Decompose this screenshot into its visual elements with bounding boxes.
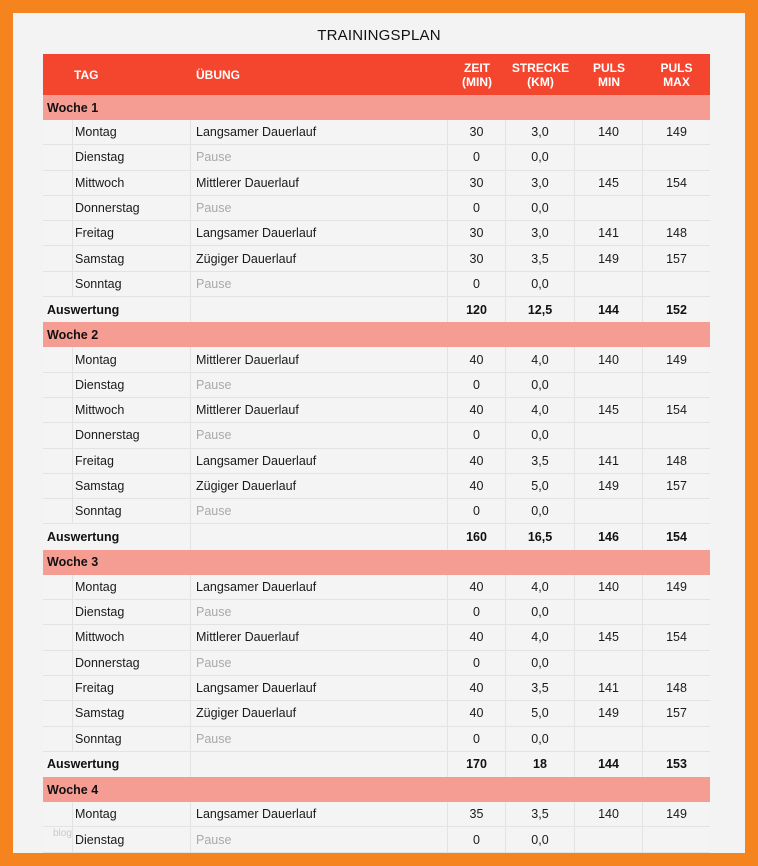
table-row bbox=[43, 802, 710, 827]
summary-pulse-max: 153 bbox=[666, 757, 687, 772]
week-header: Woche 3 bbox=[43, 550, 710, 575]
time-cell: 0 bbox=[448, 499, 506, 524]
day-cell: Dienstag bbox=[73, 600, 191, 625]
time-cell: 0 bbox=[448, 827, 506, 852]
distance-cell: 0,0 bbox=[506, 423, 575, 448]
header-puls-max bbox=[643, 54, 710, 95]
exercise-cell: Pause bbox=[191, 600, 448, 625]
pulse-min-cell: 140 bbox=[575, 120, 643, 145]
exercise-cell: Langsamer Dauerlauf bbox=[191, 221, 448, 246]
time-cell: 0 bbox=[448, 145, 506, 170]
table-row bbox=[43, 196, 710, 221]
header-puls-min bbox=[575, 54, 643, 95]
exercise-cell: Langsamer Dauerlauf bbox=[191, 575, 448, 600]
exercise-cell: Mittlerer Dauerlauf bbox=[191, 398, 448, 423]
table-row bbox=[43, 600, 710, 625]
header-puls-min-line2: MIN bbox=[597, 74, 620, 89]
summary-time: 120 bbox=[448, 297, 506, 322]
time-cell: 40 bbox=[448, 398, 506, 423]
day-cell: Mittwoch bbox=[73, 171, 191, 196]
day-cell: Montag bbox=[73, 802, 191, 827]
pulse-max-cell: 157 bbox=[643, 474, 710, 499]
distance-cell: 0,0 bbox=[506, 727, 575, 752]
pulse-min-cell: 149 bbox=[575, 246, 643, 271]
exercise-cell: Pause bbox=[191, 373, 448, 398]
time-cell: 40 bbox=[448, 676, 506, 701]
distance-cell: 3,0 bbox=[506, 221, 575, 246]
row-spacer bbox=[43, 651, 73, 676]
row-spacer bbox=[43, 246, 73, 271]
row-spacer bbox=[43, 196, 73, 221]
summary-label: Auswertung bbox=[43, 297, 191, 322]
table-row bbox=[43, 120, 710, 145]
exercise-cell: Pause bbox=[191, 827, 448, 852]
table-row bbox=[43, 272, 710, 297]
exercise-cell: Langsamer Dauerlauf bbox=[191, 676, 448, 701]
table-row bbox=[43, 499, 710, 524]
day-cell: Montag bbox=[73, 120, 191, 145]
table-body bbox=[43, 95, 710, 853]
row-spacer bbox=[43, 676, 73, 701]
pulse-max-cell bbox=[643, 727, 710, 752]
summary-pulse-min: 146 bbox=[575, 524, 643, 549]
distance-cell: 3,5 bbox=[506, 449, 575, 474]
row-spacer bbox=[43, 272, 73, 297]
watermark-text: blog bbox=[53, 828, 72, 839]
day-cell: Freitag bbox=[73, 221, 191, 246]
pulse-min-cell: 149 bbox=[575, 474, 643, 499]
exercise-cell: Mittlerer Dauerlauf bbox=[191, 347, 448, 372]
distance-cell: 0,0 bbox=[506, 196, 575, 221]
day-cell: Dienstag bbox=[73, 145, 191, 170]
week-header: Woche 1 bbox=[43, 95, 710, 120]
table-row bbox=[43, 246, 710, 271]
time-cell: 30 bbox=[448, 171, 506, 196]
pulse-max-cell: 149 bbox=[643, 575, 710, 600]
time-cell: 0 bbox=[448, 196, 506, 221]
day-cell: Samstag bbox=[73, 246, 191, 271]
pulse-max-cell: 149 bbox=[643, 120, 710, 145]
exercise-cell: Pause bbox=[191, 272, 448, 297]
pulse-min-cell: 145 bbox=[575, 398, 643, 423]
day-cell: Dienstag bbox=[73, 373, 191, 398]
row-spacer bbox=[43, 423, 73, 448]
distance-cell: 0,0 bbox=[506, 827, 575, 852]
row-spacer bbox=[43, 449, 73, 474]
distance-cell: 0,0 bbox=[506, 145, 575, 170]
pulse-max-cell: 148 bbox=[643, 676, 710, 701]
pulse-min-cell: 149 bbox=[575, 701, 643, 726]
header-uebung: ÜBUNG bbox=[196, 67, 240, 82]
time-cell: 40 bbox=[448, 474, 506, 499]
exercise-cell: Pause bbox=[191, 499, 448, 524]
pulse-min-cell: 141 bbox=[575, 449, 643, 474]
table-row bbox=[43, 625, 710, 650]
day-cell: Donnerstag bbox=[73, 423, 191, 448]
row-spacer bbox=[43, 474, 73, 499]
exercise-cell: Pause bbox=[191, 196, 448, 221]
pulse-min-cell bbox=[575, 499, 643, 524]
day-cell: Montag bbox=[73, 575, 191, 600]
header-strecke-line1: STRECKE bbox=[511, 60, 570, 75]
pulse-min-cell bbox=[575, 145, 643, 170]
time-cell: 0 bbox=[448, 727, 506, 752]
header-zeit-line2: (MIN) bbox=[462, 74, 492, 89]
pulse-max-cell: 149 bbox=[643, 347, 710, 372]
distance-cell: 4,0 bbox=[506, 625, 575, 650]
header-spacer bbox=[43, 54, 73, 95]
distance-cell: 5,0 bbox=[506, 701, 575, 726]
pulse-min-cell: 140 bbox=[575, 802, 643, 827]
pulse-min-cell bbox=[575, 600, 643, 625]
document-frame bbox=[13, 13, 745, 853]
pulse-min-cell bbox=[575, 373, 643, 398]
row-spacer bbox=[43, 398, 73, 423]
pulse-max-cell bbox=[643, 651, 710, 676]
table-row bbox=[43, 347, 710, 372]
pulse-max-cell bbox=[643, 827, 710, 852]
pulse-min-cell bbox=[575, 727, 643, 752]
summary-time: 170 bbox=[448, 752, 506, 777]
day-cell: Sonntag bbox=[73, 727, 191, 752]
pulse-min-cell bbox=[575, 651, 643, 676]
table-row bbox=[43, 676, 710, 701]
header-zeit-line1: ZEIT bbox=[464, 60, 490, 75]
time-cell: 40 bbox=[448, 701, 506, 726]
header-puls-min-line1: PULS bbox=[592, 60, 625, 75]
exercise-cell: Zügiger Dauerlauf bbox=[191, 246, 448, 271]
training-table bbox=[43, 54, 710, 853]
pulse-max-cell: 157 bbox=[643, 246, 710, 271]
time-cell: 40 bbox=[448, 575, 506, 600]
summary-pulse-max: 152 bbox=[666, 302, 687, 317]
time-cell: 0 bbox=[448, 373, 506, 398]
pulse-max-cell: 157 bbox=[643, 701, 710, 726]
table-row bbox=[43, 827, 710, 852]
distance-cell: 4,0 bbox=[506, 347, 575, 372]
exercise-cell: Pause bbox=[191, 651, 448, 676]
exercise-cell: Mittlerer Dauerlauf bbox=[191, 625, 448, 650]
header-tag: TAG bbox=[74, 67, 99, 82]
table-row bbox=[43, 474, 710, 499]
table-row bbox=[43, 727, 710, 752]
day-cell: Montag bbox=[73, 347, 191, 372]
pulse-min-cell bbox=[575, 423, 643, 448]
row-spacer bbox=[43, 727, 73, 752]
row-spacer bbox=[43, 171, 73, 196]
distance-cell: 3,5 bbox=[506, 246, 575, 271]
summary-row bbox=[43, 524, 710, 549]
header-strecke-line2: (KM) bbox=[527, 74, 554, 89]
table-row bbox=[43, 373, 710, 398]
exercise-cell: Langsamer Dauerlauf bbox=[191, 120, 448, 145]
pulse-min-cell bbox=[575, 196, 643, 221]
pulse-max-cell bbox=[643, 145, 710, 170]
day-cell: Donnerstag bbox=[73, 196, 191, 221]
day-cell: Mittwoch bbox=[73, 398, 191, 423]
row-spacer bbox=[43, 802, 73, 827]
pulse-min-cell bbox=[575, 827, 643, 852]
header-strecke bbox=[506, 54, 575, 95]
distance-cell: 5,0 bbox=[506, 474, 575, 499]
summary-row bbox=[43, 752, 710, 777]
distance-cell: 3,5 bbox=[506, 802, 575, 827]
summary-spacer bbox=[191, 297, 448, 322]
pulse-max-cell: 154 bbox=[643, 171, 710, 196]
pulse-max-cell bbox=[643, 499, 710, 524]
distance-cell: 0,0 bbox=[506, 600, 575, 625]
summary-pulse-max: 154 bbox=[666, 530, 687, 545]
distance-cell: 4,0 bbox=[506, 575, 575, 600]
day-cell: Sonntag bbox=[73, 499, 191, 524]
day-cell: Donnerstag bbox=[73, 651, 191, 676]
row-spacer bbox=[43, 600, 73, 625]
day-cell: Mittwoch bbox=[73, 625, 191, 650]
table-row bbox=[43, 221, 710, 246]
summary-pulse-min: 144 bbox=[575, 297, 643, 322]
page-title: TRAININGSPLAN bbox=[317, 27, 441, 44]
week-header: Woche 2 bbox=[43, 322, 710, 347]
time-cell: 30 bbox=[448, 221, 506, 246]
row-spacer bbox=[43, 347, 73, 372]
time-cell: 0 bbox=[448, 423, 506, 448]
distance-cell: 0,0 bbox=[506, 272, 575, 297]
day-cell: Sonntag bbox=[73, 272, 191, 297]
time-cell: 40 bbox=[448, 449, 506, 474]
summary-row bbox=[43, 297, 710, 322]
day-cell: Samstag bbox=[73, 701, 191, 726]
header-puls-max-line2: MAX bbox=[663, 74, 690, 89]
time-cell: 40 bbox=[448, 347, 506, 372]
summary-spacer bbox=[191, 752, 448, 777]
distance-cell: 3,0 bbox=[506, 120, 575, 145]
time-cell: 0 bbox=[448, 272, 506, 297]
time-cell: 30 bbox=[448, 246, 506, 271]
exercise-cell: Pause bbox=[191, 423, 448, 448]
pulse-max-cell bbox=[643, 196, 710, 221]
pulse-min-cell: 145 bbox=[575, 171, 643, 196]
table-row bbox=[43, 145, 710, 170]
summary-pulse-min: 144 bbox=[575, 752, 643, 777]
summary-distance: 16,5 bbox=[506, 524, 575, 549]
pulse-max-cell bbox=[643, 600, 710, 625]
row-spacer bbox=[43, 575, 73, 600]
pulse-min-cell bbox=[575, 272, 643, 297]
row-spacer bbox=[43, 373, 73, 398]
pulse-min-cell: 140 bbox=[575, 347, 643, 372]
table-header bbox=[43, 54, 710, 95]
exercise-cell: Langsamer Dauerlauf bbox=[191, 802, 448, 827]
exercise-cell: Langsamer Dauerlauf bbox=[191, 449, 448, 474]
distance-cell: 4,0 bbox=[506, 398, 575, 423]
row-spacer bbox=[43, 701, 73, 726]
exercise-cell: Mittlerer Dauerlauf bbox=[191, 171, 448, 196]
distance-cell: 0,0 bbox=[506, 499, 575, 524]
day-cell: Freitag bbox=[73, 449, 191, 474]
exercise-cell: Pause bbox=[191, 727, 448, 752]
header-puls-max-line1: PULS bbox=[660, 60, 693, 75]
day-cell: Freitag bbox=[73, 676, 191, 701]
summary-distance: 18 bbox=[506, 752, 575, 777]
table-row bbox=[43, 651, 710, 676]
row-spacer bbox=[43, 499, 73, 524]
pulse-max-cell bbox=[643, 423, 710, 448]
time-cell: 35 bbox=[448, 802, 506, 827]
exercise-cell: Pause bbox=[191, 145, 448, 170]
week-header: Woche 4 bbox=[43, 777, 710, 802]
row-spacer bbox=[43, 120, 73, 145]
day-cell: Dienstag bbox=[73, 827, 191, 852]
table-row bbox=[43, 575, 710, 600]
pulse-max-cell bbox=[643, 272, 710, 297]
distance-cell: 3,0 bbox=[506, 171, 575, 196]
pulse-min-cell: 141 bbox=[575, 221, 643, 246]
pulse-max-cell bbox=[643, 373, 710, 398]
exercise-cell: Zügiger Dauerlauf bbox=[191, 474, 448, 499]
pulse-max-cell: 154 bbox=[643, 625, 710, 650]
pulse-max-cell: 148 bbox=[643, 449, 710, 474]
day-cell: Samstag bbox=[73, 474, 191, 499]
summary-distance: 12,5 bbox=[506, 297, 575, 322]
table-row bbox=[43, 449, 710, 474]
table-row bbox=[43, 171, 710, 196]
time-cell: 0 bbox=[448, 651, 506, 676]
distance-cell: 0,0 bbox=[506, 651, 575, 676]
summary-spacer bbox=[191, 524, 448, 549]
distance-cell: 0,0 bbox=[506, 373, 575, 398]
pulse-min-cell: 145 bbox=[575, 625, 643, 650]
summary-label: Auswertung bbox=[43, 524, 191, 549]
pulse-min-cell: 140 bbox=[575, 575, 643, 600]
time-cell: 0 bbox=[448, 600, 506, 625]
summary-label: Auswertung bbox=[43, 752, 191, 777]
exercise-cell: Zügiger Dauerlauf bbox=[191, 701, 448, 726]
time-cell: 30 bbox=[448, 120, 506, 145]
pulse-max-cell: 154 bbox=[643, 398, 710, 423]
distance-cell: 3,5 bbox=[506, 676, 575, 701]
pulse-max-cell: 148 bbox=[643, 221, 710, 246]
summary-time: 160 bbox=[448, 524, 506, 549]
row-spacer bbox=[43, 625, 73, 650]
header-zeit bbox=[448, 54, 506, 95]
time-cell: 40 bbox=[448, 625, 506, 650]
pulse-max-cell: 149 bbox=[643, 802, 710, 827]
pulse-min-cell: 141 bbox=[575, 676, 643, 701]
table-row bbox=[43, 701, 710, 726]
table-row bbox=[43, 423, 710, 448]
row-spacer bbox=[43, 221, 73, 246]
table-row bbox=[43, 398, 710, 423]
row-spacer bbox=[43, 145, 73, 170]
